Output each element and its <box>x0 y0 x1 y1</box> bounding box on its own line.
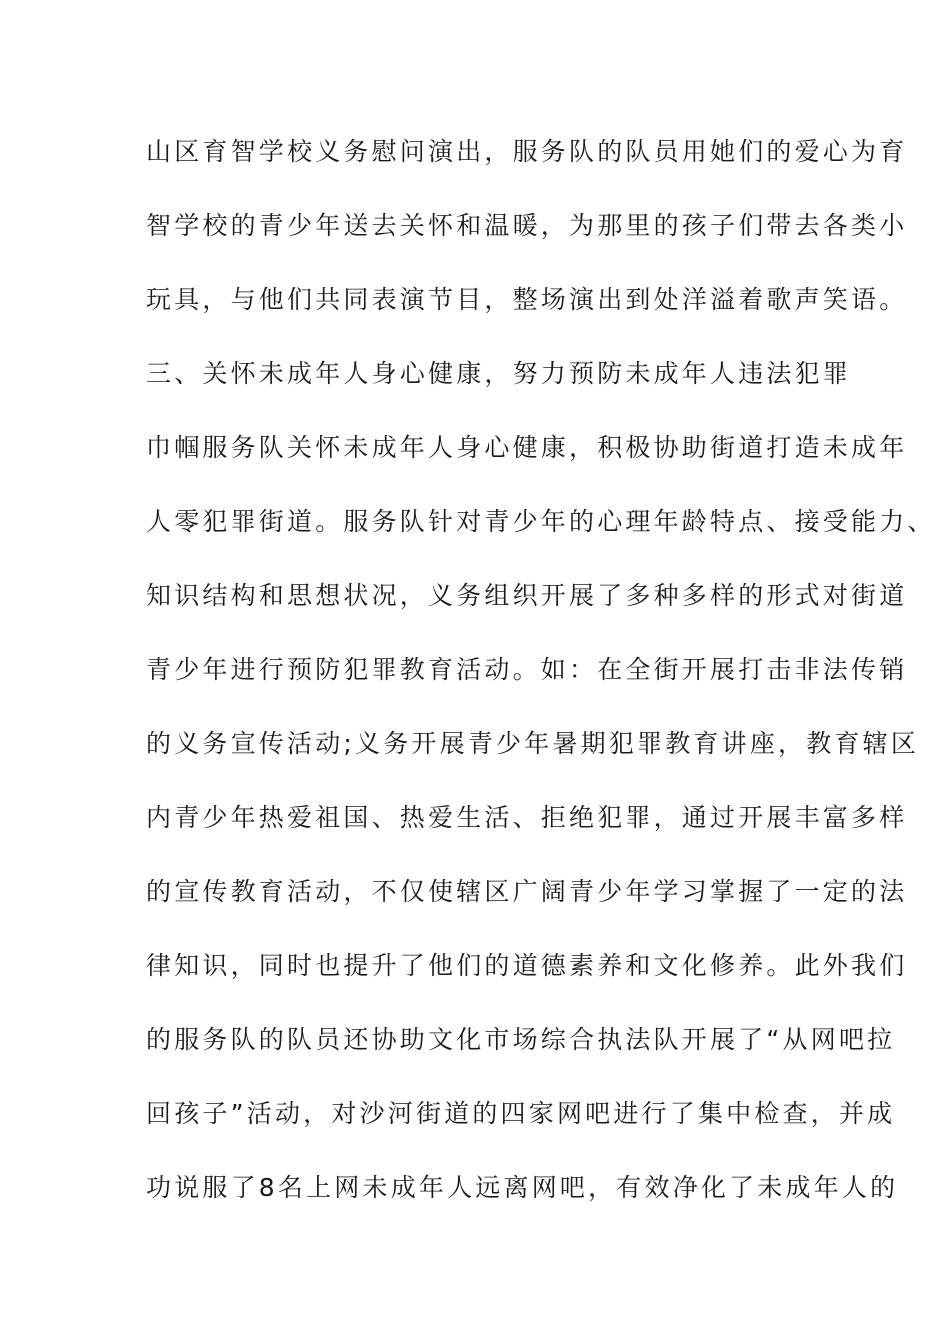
section-heading: 三、关怀未成年人身心健康，努力预防未成年人违法犯罪 <box>146 359 852 388</box>
text-line: 知识结构和思想状况，义务组织开展了多种多样的形式对街道 <box>146 581 908 610</box>
text-line: 回孩子”活动，对沙河街道的四家网吧进行了集中检查，并成 <box>146 1099 896 1128</box>
text-line: 巾帼服务队关怀未成年人身心健康，积极协助街道打造未成年 <box>146 433 908 462</box>
text-line: 的义务宣传活动;义务开展青少年暑期犯罪教育讲座，教育辖区 <box>146 729 920 758</box>
text-line: 律知识，同时也提升了他们的道德素养和文化修养。此外我们 <box>146 951 908 980</box>
text-line: 的服务队的队员还协助文化市场综合执法队开展了“从网吧拉 <box>146 1025 896 1054</box>
text-line: 玩具，与他们共同表演节目，整场演出到处洋溢着歌声笑语。 <box>146 285 908 314</box>
text-line: 智学校的青少年送去关怀和温暖，为那里的孩子们带去各类小 <box>146 211 908 240</box>
text-line: 青少年进行预防犯罪教育活动。如：在全街开展打击非法传销 <box>146 655 908 684</box>
text-line: 的宣传教育活动，不仅使辖区广阔青少年学习掌握了一定的法 <box>146 877 908 906</box>
text-line: 功说服了8名上网未成年人远离网吧，有效净化了未成年人的 <box>146 1173 899 1202</box>
text-line: 山区育智学校义务慰问演出，服务队的队员用她们的爱心为育 <box>146 137 908 166</box>
text-line: 人零犯罪街道。服务队针对青少年的心理年龄特点、接受能力、 <box>146 507 936 536</box>
text-line: 内青少年热爱祖国、热爱生活、拒绝犯罪，通过开展丰富多样 <box>146 803 908 832</box>
